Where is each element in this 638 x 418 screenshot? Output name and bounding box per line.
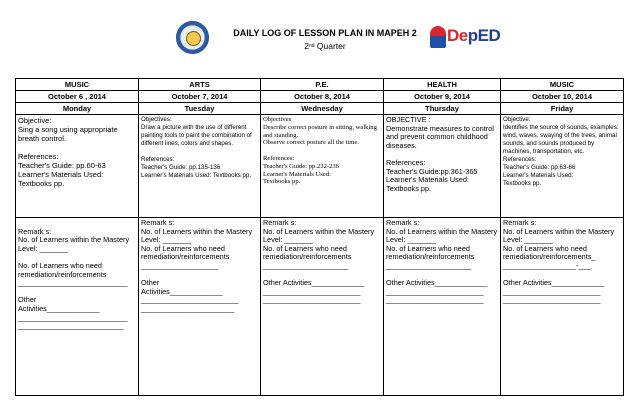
date-header: October 9, 2014 bbox=[384, 91, 501, 103]
remarks-row bbox=[16, 218, 624, 396]
objective-text: Objective: Sing a song using appropriate breath control. References: Teacher's Guide: pp.60-63 Learner's Materials Used: Textbooks pp. bbox=[18, 116, 118, 188]
deped-logo-icon bbox=[430, 22, 501, 52]
date-header: October 8, 2014 bbox=[261, 91, 384, 103]
remarks-cell bbox=[501, 218, 624, 396]
objective-cell bbox=[384, 115, 501, 218]
objective-cell bbox=[16, 115, 139, 218]
remarks-text: Remark s: No. of Learners within the Mastery Level: _______ No. of Learners who need remediation/reinforcements ___________________ Other Activities_____________ ________________________ _______________________ bbox=[141, 218, 253, 313]
remarks-cell bbox=[384, 218, 501, 396]
objective-text: Objectives: Draw a picture with the use of different painting tools to paint the combination of different lines, colors and shapes. References: Teacher's Guide: pp.135-136 Learner's Materials Used: Textbooks pp. bbox=[141, 116, 252, 179]
remarks-cell bbox=[139, 218, 261, 396]
day-header: Thursday bbox=[384, 103, 501, 115]
subject-header: MUSIC bbox=[501, 79, 624, 91]
objectives-row bbox=[16, 115, 624, 218]
deped-seal-icon bbox=[176, 21, 209, 54]
day-row bbox=[16, 103, 624, 115]
objective-cell bbox=[261, 115, 384, 218]
objective-cell bbox=[139, 115, 261, 218]
objective-text: Objectives Describe correct posture in sitting, walking and standing. Observe correct posture all the time. References: Teacher's Guide: pp.232-236 Learner's Materials Used: Textbooks pp. bbox=[263, 116, 377, 186]
day-header: Tuesday bbox=[139, 103, 261, 115]
subject-row bbox=[16, 79, 624, 91]
objective-text: Objective: Identifies the source of sounds, examples: wind, waves, swaying of the trees, animal sounds, and sounds produced by machines, transportation, etc. References: Teacher's Guide: pp.63-66 Learner's Materials Used: Textbooks pp. bbox=[503, 116, 619, 187]
remarks-cell bbox=[16, 218, 139, 396]
date-row bbox=[16, 91, 624, 103]
remarks-cell bbox=[261, 218, 384, 396]
remarks-text: Remark s: No. of Learners within the Mastery Level: _______ No. of Learners who need remediation/reinforcements _____________________ Other Activities_____________ ________________________ ________________________ bbox=[386, 218, 498, 305]
subject-header: ARTS bbox=[139, 79, 261, 91]
objective-text: OBJECTIVE : Demonstrate measures to control and prevent common childhood diseases. References: Teacher's Guide:pp.361-365 Learner's Materials Used: Textbooks pp. bbox=[386, 115, 494, 193]
objective-cell bbox=[501, 115, 624, 218]
subject-header: MUSIC bbox=[16, 79, 139, 91]
date-header: October 7, 2014 bbox=[139, 91, 261, 103]
day-header: Wednesday bbox=[261, 103, 384, 115]
subject-header: HEALTH bbox=[384, 79, 501, 91]
date-header: October 6 , 2014 bbox=[16, 91, 139, 103]
document-subtitle: 2nd Quarter bbox=[304, 41, 346, 51]
deped-logo-mark bbox=[430, 26, 446, 48]
document-header bbox=[0, 0, 638, 68]
remarks-text: Remark s: No. of Learners within the Mastery Level: _______ No. of Learners who need remediation/reinforcements ___________________________ Other Activities_____________ ___________________________ __________________________ bbox=[18, 226, 130, 331]
remarks-text: Remark s: No. of Learners within the Mastery Level: _______ No. of Learners who need remediation/reinforcements_ __________________-___ Other Activities_____________ ________________________ ________________________ bbox=[503, 218, 615, 305]
deped-logo-text: DepED bbox=[447, 26, 501, 45]
day-header: Friday bbox=[501, 103, 624, 115]
document-title: DAILY LOG OF LESSON PLAN IN MAPEH 2 bbox=[233, 28, 417, 38]
remarks-text: Remark s: No. of Learners within the Mastery Level: _______ No. of Learners who need remediation/reinforcements _____________________ Other Activities_____________ ________________________ ________________________ bbox=[263, 218, 375, 305]
subject-header: P.E. bbox=[261, 79, 384, 91]
date-header: October 10, 2014 bbox=[501, 91, 624, 103]
lesson-plan-table bbox=[15, 78, 624, 396]
day-header: Monday bbox=[16, 103, 139, 115]
